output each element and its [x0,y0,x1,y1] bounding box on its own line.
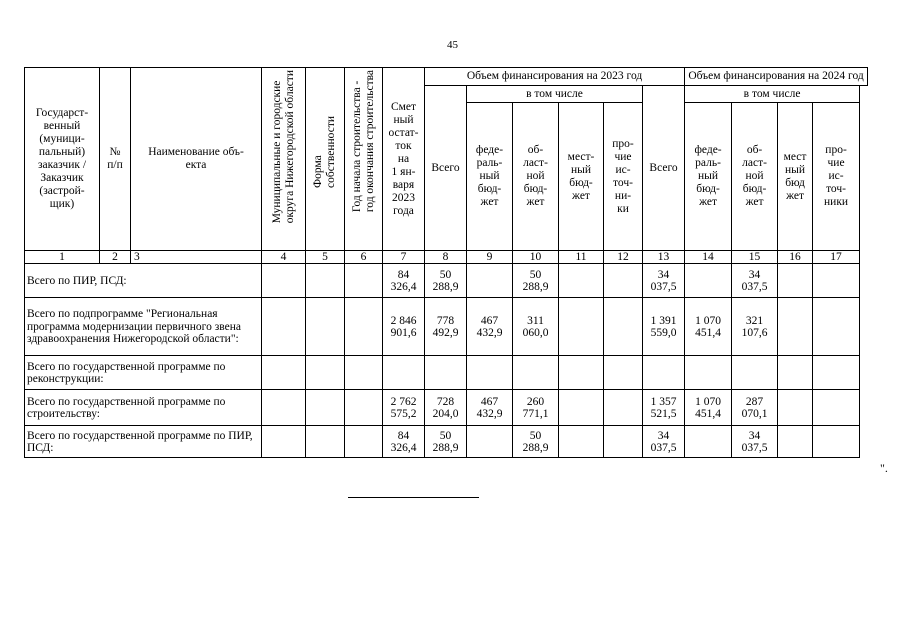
value-cell-col-9: 467 432,9 [467,298,513,356]
value-cell-col-11 [559,264,604,298]
empty-cell [306,356,345,390]
column-index: 5 [306,251,345,264]
column-index: 14 [685,251,732,264]
row-label: Всего по государственной программе по реконструкции: [25,356,262,390]
value-cell-col-16 [778,390,813,426]
value-cell-col-12 [604,390,643,426]
column-index: 6 [345,251,383,264]
value-cell-col-10 [513,356,559,390]
column-index: 9 [467,251,513,264]
value-cell-col-7: 84 326,4 [383,426,425,458]
header-number: № п/п [100,68,131,251]
header-customer: Государст- венный (муници- пальный) заказчик / Заказчик (застрой- щик) [25,68,100,251]
column-index: 10 [513,251,559,264]
table-row [25,356,868,390]
empty-cell [345,298,383,356]
value-cell-col-16 [778,264,813,298]
header-municipal: Муниципальные и городские округа Нижегородской области [262,68,306,251]
header-fin-2023: Объем финансирования на 2023 год [425,68,685,86]
column-index: 11 [559,251,604,264]
value-cell-col-10: 50 288,9 [513,426,559,458]
table-row [25,390,868,426]
header-other-2023: про- чие ис- точ- ни- ки [604,103,643,251]
value-cell-col-13: 34 037,5 [643,264,685,298]
value-cell-col-7 [383,356,425,390]
value-cell-col-16 [778,356,813,390]
row-label: Всего по подпрограмме "Региональная программа модернизации первичного звена здравоохранения Нижегородской области": [25,298,262,356]
column-index-row [25,251,868,264]
value-cell-col-14 [685,426,732,458]
header-federal-2023: феде- раль- ный бюд- жет [467,103,513,251]
row-label: Всего по ПИР, ПСД: [25,264,262,298]
header-including-2023: в том числе [467,86,643,103]
value-cell-col-11 [559,426,604,458]
value-cell-col-12 [604,264,643,298]
empty-cell [262,298,306,356]
financing-table [24,67,868,458]
header-total-2024: Всего [643,86,685,251]
empty-cell [262,356,306,390]
row-label: Всего по государственной программе по ПИР, ПСД: [25,426,262,458]
value-cell-col-13: 1 357 521,5 [643,390,685,426]
value-cell-col-10: 50 288,9 [513,264,559,298]
value-cell-col-17 [813,426,860,458]
value-cell-col-12 [604,298,643,356]
header-including-2024: в том числе [685,86,860,103]
column-index: 7 [383,251,425,264]
empty-cell [306,390,345,426]
value-cell-col-11 [559,390,604,426]
value-cell-col-11 [559,298,604,356]
column-index: 12 [604,251,643,264]
value-cell-col-15: 34 037,5 [732,426,778,458]
value-cell-col-15: 321 107,6 [732,298,778,356]
value-cell-col-11 [559,356,604,390]
column-index: 16 [778,251,813,264]
value-cell-col-7: 84 326,4 [383,264,425,298]
closing-quote: ". [880,461,888,475]
value-cell-col-15: 287 070,1 [732,390,778,426]
value-cell-col-9 [467,426,513,458]
value-cell-col-8: 50 288,9 [425,264,467,298]
column-index: 3 [131,251,262,264]
header-local-2023: мест- ный бюд- жет [559,103,604,251]
empty-cell [262,264,306,298]
value-cell-col-7: 2 762 575,2 [383,390,425,426]
column-index: 1 [25,251,100,264]
empty-cell [306,298,345,356]
header-local-2024: мест ный бюд жет [778,103,813,251]
empty-cell [345,390,383,426]
value-cell-col-8 [425,356,467,390]
value-cell-col-15 [732,356,778,390]
page-number: 45 [447,39,458,51]
empty-cell [262,426,306,458]
table-row [25,298,868,356]
column-index: 17 [813,251,860,264]
column-index: 2 [100,251,131,264]
value-cell-col-14: 1 070 451,4 [685,298,732,356]
value-cell-col-13 [643,356,685,390]
value-cell-col-8: 728 204,0 [425,390,467,426]
value-cell-col-14 [685,356,732,390]
header-years: Год начала строительства - год окончания строительства [345,68,383,251]
value-cell-col-17 [813,356,860,390]
header-other-2024: про- чие ис- точ- ники [813,103,860,251]
header-federal-2024: феде- раль- ный бюд- жет [685,103,732,251]
header-fin-2024: Объем финансирования на 2024 год [685,68,868,86]
value-cell-col-9 [467,264,513,298]
value-cell-col-12 [604,426,643,458]
value-cell-col-14: 1 070 451,4 [685,390,732,426]
value-cell-col-8: 778 492,9 [425,298,467,356]
empty-cell [345,264,383,298]
header-ownership: Форма собственности [306,68,345,251]
empty-cell [306,264,345,298]
value-cell-col-16 [778,298,813,356]
value-cell-col-17 [813,264,860,298]
empty-cell [345,356,383,390]
column-index: 15 [732,251,778,264]
header-regional-2024: об- ласт- ной бюд- жет [732,103,778,251]
value-cell-col-16 [778,426,813,458]
value-cell-col-7: 2 846 901,6 [383,298,425,356]
value-cell-col-17 [813,390,860,426]
value-cell-col-15: 34 037,5 [732,264,778,298]
value-cell-col-13: 1 391 559,0 [643,298,685,356]
header-regional-2023: об- ласт- ной бюд- жет [513,103,559,251]
value-cell-col-10: 260 771,1 [513,390,559,426]
row-label: Всего по государственной программе по строительству: [25,390,262,426]
value-cell-col-9 [467,356,513,390]
header-estimate: Смет ный остат- ток на 1 ян- варя 2023 года [383,68,425,251]
table-row [25,426,868,458]
empty-cell [306,426,345,458]
value-cell-col-14 [685,264,732,298]
column-index: 13 [643,251,685,264]
value-cell-col-8: 50 288,9 [425,426,467,458]
footnote-separator [348,497,479,498]
header-object-name: Наименование объ- екта [131,68,262,251]
value-cell-col-9: 467 432,9 [467,390,513,426]
column-index: 4 [262,251,306,264]
value-cell-col-13: 34 037,5 [643,426,685,458]
value-cell-col-17 [813,298,860,356]
value-cell-col-10: 311 060,0 [513,298,559,356]
value-cell-col-12 [604,356,643,390]
table-row [25,264,868,298]
empty-cell [262,390,306,426]
empty-cell [345,426,383,458]
column-index: 8 [425,251,467,264]
header-total-2023: Всего [425,86,467,251]
